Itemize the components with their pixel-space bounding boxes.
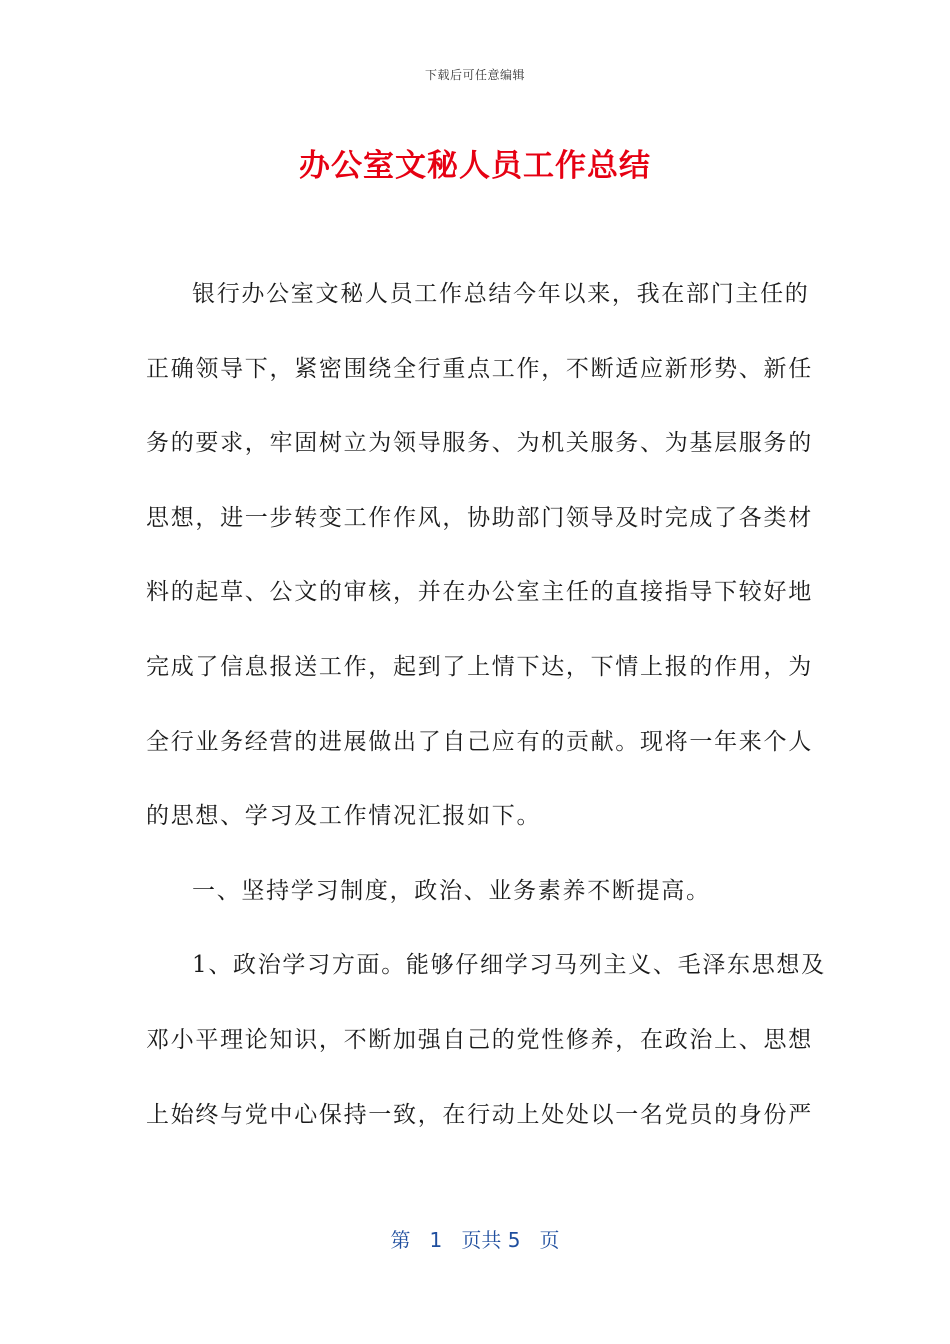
page-number-footer	[0, 1224, 950, 1253]
header-note: 下载后可任意编辑	[424, 68, 525, 82]
section-heading: 一、坚持学习制度，政治、业务素养不断提高。	[192, 877, 711, 904]
paragraph-line: 全行业务经营的进展做出了自己应有的贡献。现将一年来个人	[146, 728, 813, 755]
paragraph-line: 银行办公室文秘人员工作总结今年以来，我在部门主任的	[192, 281, 810, 307]
paragraph-line: 1、政治学习方面。能够仔细学习马列主义、毛泽东思想及	[192, 952, 826, 979]
total-pages-number: 5	[507, 1228, 521, 1252]
paragraph-line: 思想，进一步转变工作作风，协助部门领导及时完成了各类材	[146, 504, 813, 531]
paragraph-line: 完成了信息报送工作，起到了上情下达，下情上报的作用，为	[146, 653, 813, 680]
current-page-number: 1	[429, 1228, 443, 1252]
paragraph-line: 务的要求，牢固树立为领导服务、为机关服务、为基层服务的	[146, 430, 813, 457]
document-body	[146, 268, 826, 1163]
paragraph-line: 正确领导下，紧密围绕全行重点工作，不断适应新形势、新任	[146, 355, 813, 382]
paragraph-line: 料的起草、公文的审核，并在办公室主任的直接指导下较好地	[146, 579, 813, 606]
paragraph-line: 邓小平理论知识，不断加强自己的党性修养，在政治上、思想	[146, 1026, 813, 1053]
document-title: 办公室文秘人员工作总结	[299, 148, 651, 184]
page-label-prefix: 第	[390, 1228, 411, 1252]
page-label-suffix: 页	[539, 1228, 560, 1252]
page-label-middle: 页共	[461, 1228, 502, 1252]
paragraph-line: 的思想、学习及工作情况汇报如下。	[146, 803, 542, 830]
paragraph-line: 上始终与党中心保持一致，在行动上处处以一名党员的身份严	[146, 1101, 813, 1128]
